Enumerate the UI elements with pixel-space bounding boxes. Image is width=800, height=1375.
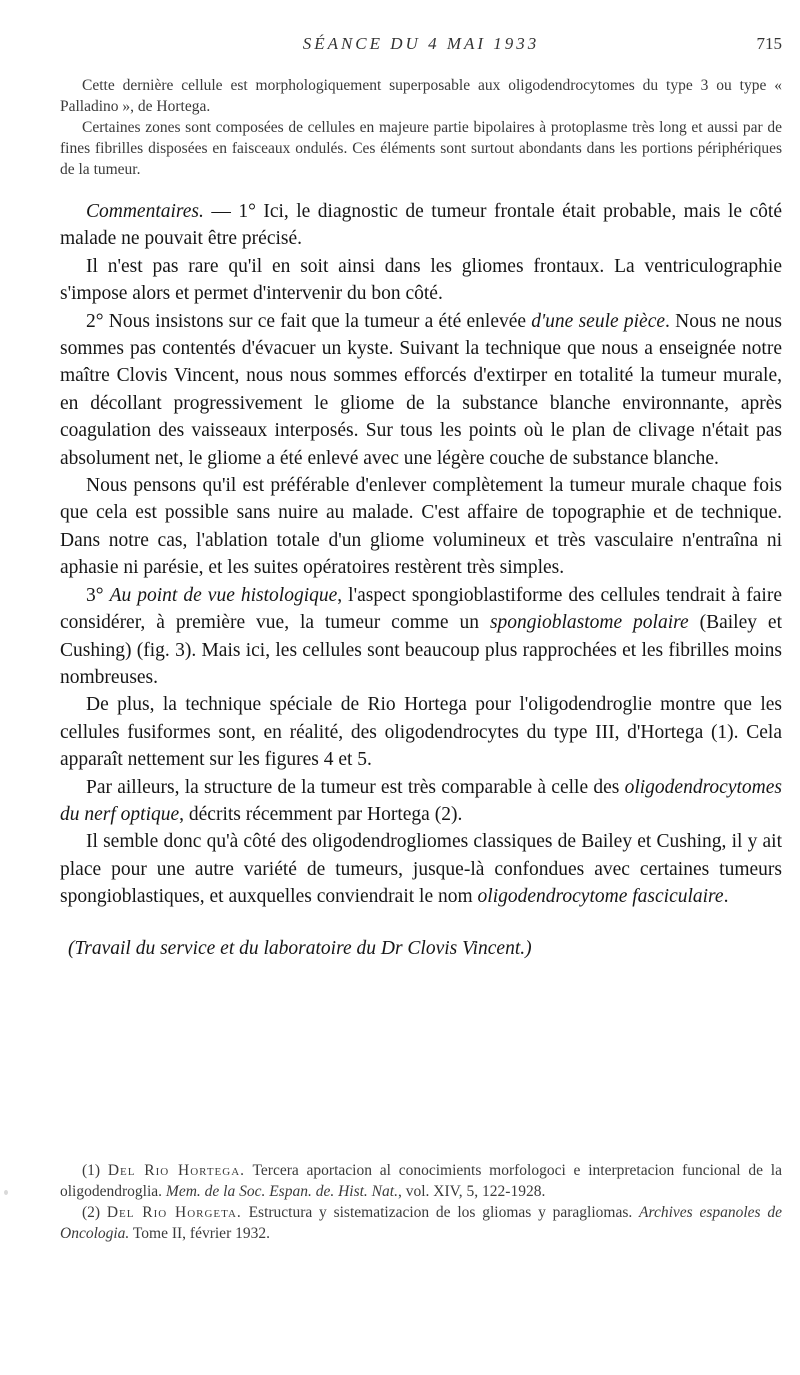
p3-emphasis: d'une seule pièce bbox=[531, 310, 666, 332]
running-title: SÉANCE DU 4 MAI 1933 bbox=[302, 34, 540, 53]
page-number: 715 bbox=[756, 34, 782, 53]
footnote-2-author: Del Rio Horgeta. bbox=[106, 1204, 242, 1221]
p5-emphasis-1: Au point de vue histologique bbox=[109, 584, 338, 606]
p5-text-c: (Bailey et Cushing) (fig. 3). Mais ici, les cellules sont beaucoup plus rapprochées et les fibrilles moins nombreuses. bbox=[60, 612, 783, 688]
footnote-1-journal: Mem. de la Soc. Espan. de. Hist. Nat. bbox=[165, 1183, 398, 1200]
commentaires-paragraph-6: De plus, la technique spéciale de Rio Hortega pour l'oligodendroglie montre que les cellules fusiformes sont, en réalité, des oligodendrocytes du type III, d'Hortega (1). Cela apparaît nettement sur les figures 4 et 5. bbox=[60, 694, 782, 771]
p7-text-b: , décrits récemment par Hortega (2). bbox=[179, 803, 463, 825]
p8-text-a: Il semble donc qu'à côté des oligodendrogliomes classiques de Bailey et Cushing, il y ait place pour une autre variété de tumeurs, jusque-là confondues avec certaines tumeurs spongioblastiques, et auxquelles conviendrait le nom bbox=[60, 831, 782, 908]
p8-text-b: . bbox=[723, 886, 729, 908]
p7-text-a: Par ailleurs, la structure de la tumeur est très comparable à celle des bbox=[86, 776, 625, 798]
footnote-1-number: (1) bbox=[82, 1162, 108, 1179]
p3-text-b: . Nous ne nous sommes pas contentés d'évacuer un kyste. Suivant la technique que nous a enseignée notre maître Clovis Vincent, nous nous sommes efforcés d'extirper en totalité la tumeur murale, en décollant progressivement le gliome de la substance blanche environnante, après coagulation des vaisseaux interposés. Sur tous les points où le plan de clivage n'était pas absolument net, le gliome a été enlevé avec une légère couche de substance blanche. bbox=[60, 310, 782, 469]
p8-emphasis: oligodendrocytome fasciculaire bbox=[477, 886, 724, 908]
footnote-1 bbox=[60, 1160, 782, 1202]
footnote-1-reference: , vol. XIV, 5, 122-1928. bbox=[397, 1183, 546, 1200]
commentaires-section bbox=[60, 198, 782, 962]
commentaires-paragraph-7 bbox=[60, 774, 782, 829]
commentaires-paragraph-2: Il n'est pas rare qu'il en soit ainsi dans les gliomes frontaux. La ventriculographie s'impose alors et permet d'intervenir du bon côté. bbox=[60, 255, 782, 305]
commentaires-paragraph-5 bbox=[60, 582, 782, 692]
histology-paragraph-1: Cette dernière cellule est morphologiquement superposable aux oligodendrocytomes du type 3 ou type « Palladino », de Hortega. bbox=[60, 77, 782, 115]
p3-text-a: 2° Nous insistons sur ce fait que la tumeur a été enlevée bbox=[86, 310, 532, 332]
p7-emphasis: oligodendrocytomes du nerf optique bbox=[60, 776, 782, 825]
commentaires-paragraph-4: Nous pensons qu'il est préférable d'enlever complètement la tumeur murale chaque fois que cela est possible sans nuire au malade. C'est affaire de topographie et de technique. Dans notre cas, l'ablation totale d'un gliome volumineux et très vasculaire n'entraîna ni aphasie ni parésie, et les suites opératoires restèrent très simples. bbox=[60, 475, 782, 579]
footnote-2-number: (2) bbox=[82, 1204, 107, 1221]
p5-text-a: 3° bbox=[86, 584, 110, 606]
histology-paragraph-2: Certaines zones sont composées de cellules en majeure partie bipolaires à protoplasme très long et aussi par de fines fibrilles disposées en faisceaux ondulés. Ces éléments sont surtout abondants dans les portions périphériques de la tumeur. bbox=[60, 119, 782, 178]
p5-emphasis-2: spongioblastome polaire bbox=[489, 612, 689, 634]
commentaires-paragraph-3 bbox=[60, 308, 782, 472]
footnote-2 bbox=[60, 1202, 782, 1244]
commentaires-paragraph-1 bbox=[60, 198, 782, 253]
credit-text: (Travail du service et du laboratoire du Dr Clovis Vincent.) bbox=[68, 937, 532, 959]
laboratory-credit bbox=[60, 935, 782, 962]
histology-description bbox=[60, 75, 782, 180]
commentaires-heading: Commentaires. bbox=[86, 201, 204, 222]
page-header bbox=[60, 34, 782, 64]
footnote-2-journal: Archives espanoles de Oncologia. bbox=[60, 1204, 782, 1242]
footnotes bbox=[60, 1160, 782, 1244]
print-speck bbox=[4, 1190, 8, 1195]
p5-text-b: , l'aspect spongioblastiforme des cellules tendrait à faire considérer, à première vue, la tumeur comme un bbox=[60, 584, 782, 634]
footnote-2-reference: Tome II, février 1932. bbox=[129, 1225, 270, 1242]
commentaires-paragraph-1-text: — 1° Ici, le diagnostic de tumeur frontale était probable, mais le côté malade ne pouvait être précisé. bbox=[60, 201, 782, 250]
commentaires-paragraph-8 bbox=[60, 828, 782, 910]
footnote-2-title: Estructura y sistematizacion de los gliomas y paragliomas. bbox=[241, 1204, 640, 1221]
footnote-1-author: Del Rio Hortega. bbox=[107, 1162, 246, 1179]
footnote-1-title: Tercera aportacion al conocimients morfologoci e interpretacion funcional de la oligodendroglia. bbox=[60, 1162, 782, 1200]
